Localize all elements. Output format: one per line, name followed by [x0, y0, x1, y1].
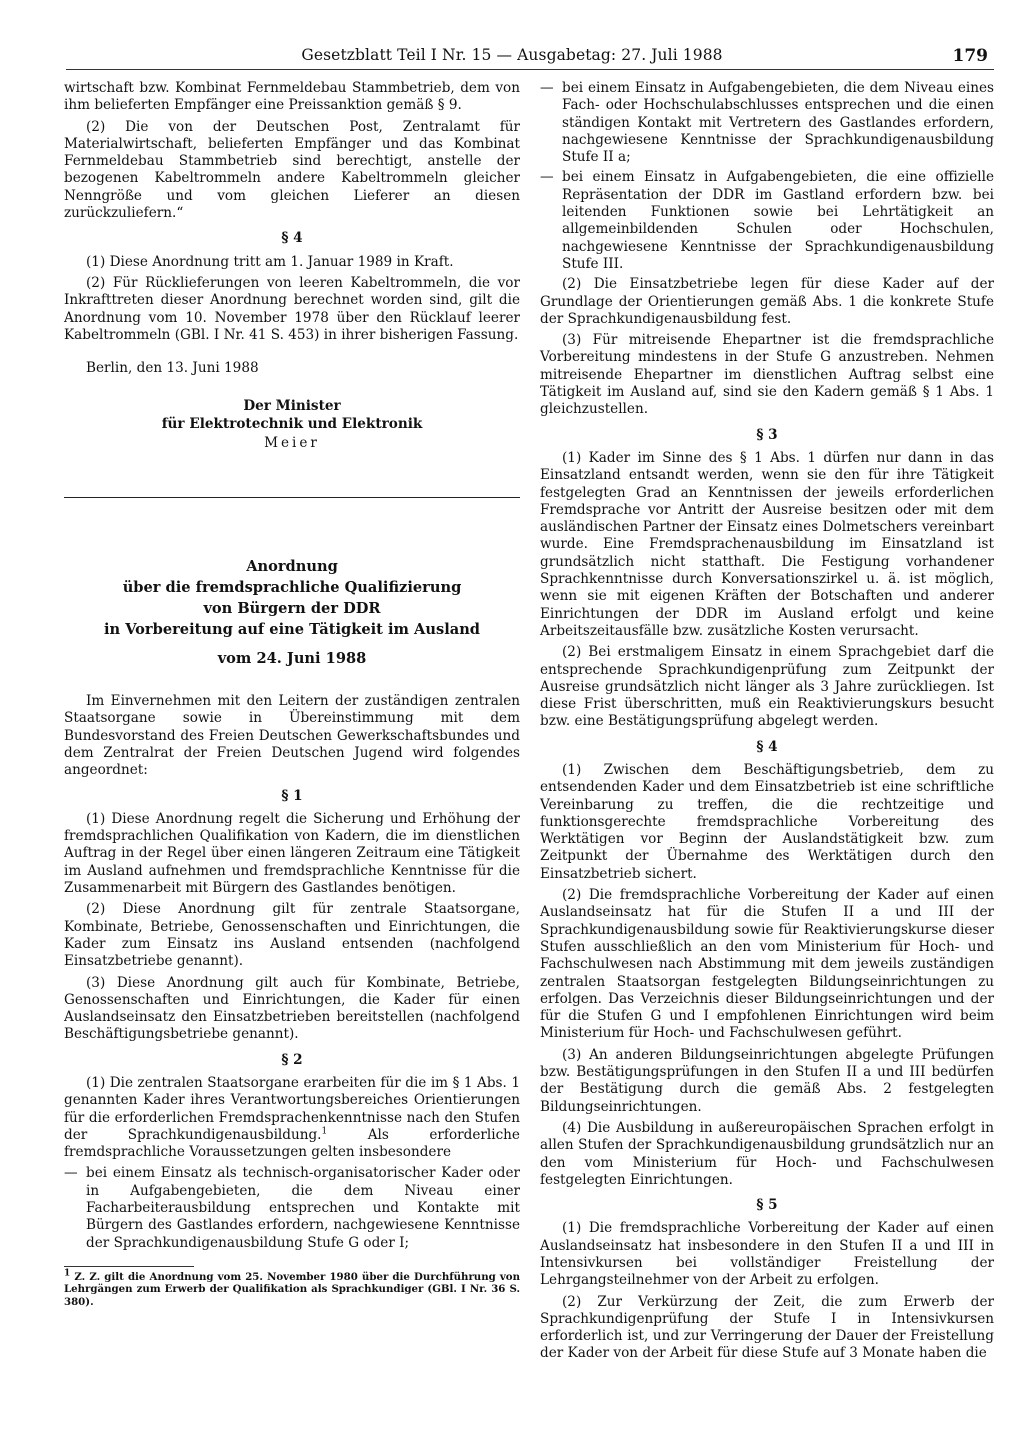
paragraph: (2) Zur Verkürzung der Zeit, die zum Erwerb der Sprachkundigenprüfung der Stufe I in Intensivkursen erforderlich ist, und zur Verringerung der Dauer der Freistellung der Kader von der Arbeit für diese Stufe auf 3 Monate haben die: [540, 1293, 994, 1362]
paragraph: (2) Bei erstmaligem Einsatz in einem Sprachgebiet darf die entsprechende Sprachkundigenprüfung zum Zeitpunkt der Ausreise grundsätzlich nicht länger als 3 Jahre zurückliegen. Ist diese Frist überschritten, muß ein Reaktivierungskurs besucht bzw. eine Bestätigungsprüfung abgelegt werden.: [540, 644, 994, 730]
continued-paragraph: wirtschaft bzw. Kombinat Fernmeldebau Stammbetrieb, dem von ihm belieferten Empfänger eine Preissanktion gemäß § 9.: [64, 80, 520, 114]
paragraph-text: (1) Die zentralen Staatsorgane erarbeiten für die im § 1 Abs. 1 genannten Kader ihres Verantwortungsbereiches Orientierungen für die erforderlichen Fremdsprachenkenntnisse nach den Stufen der Sprachkundigenausbildung.: [64, 1074, 520, 1143]
document-date: vom 24. Juni 1988: [217, 649, 367, 667]
title-line: in Vorbereitung auf eine Tätigkeit im Ausland: [103, 620, 481, 638]
page-number: 179: [952, 46, 988, 66]
dash-marker: —: [540, 80, 554, 96]
right-column: [540, 80, 994, 1367]
dash-text: bei einem Einsatz in Aufgabengebieten, die eine offizielle Repräsentation der DDR im Gastland erfordern bzw. bei leitenden Funktionen sowie bei Lehrtätigkeit an allgemeinbildenden Schulen oder Hochschulen, nachgewiesene Kenntnisse der Sprachkundigenausbildung Stufe III.: [562, 169, 994, 272]
paragraph-text: Als erforderliche fremdsprachliche Voraussetzungen gelten insbesondere: [64, 1126, 520, 1161]
dash-text: bei einem Einsatz in Aufgabengebieten, die dem Niveau eines Fach- oder Hochschulabschlusses entsprechen und die einen ständigen Kontakt mit Vertretern des Gastlandes erfordern, nachgewiesene Kenntnisse der Sprachkundigenausbildung Stufe II a;: [562, 80, 994, 166]
divider: [64, 497, 520, 498]
footnote-mark: 1: [64, 1268, 71, 1279]
paragraph: (1) Die fremdsprachliche Vorbereitung der Kader auf einen Auslandseinsatz hat insbesondere in den Stufen II a und III in Intensivkursen bei vollständiger Freistellung der Lehrgangsteilnehmer von der Arbeit zu erfolgen.: [540, 1220, 994, 1289]
signatory-name: Meier: [264, 435, 320, 452]
dash-marker: —: [64, 1165, 78, 1182]
preamble: Im Einvernehmen mit den Leitern der zuständigen zentralen Staatsorgane sowie in Übereinstimmung mit dem Bundesvorstand des Freien Deutschen Gewerkschaftsbundes und dem Zentralrat der Freien Deutschen Jugend wird folgendes angeordnet:: [64, 693, 520, 779]
paragraph: (2) Die von der Deutschen Post, Zentralamt für Materialwirtschaft, belieferten Empfänger und das Kombinat Fernmeldebau Stammbetrieb sind berechtigt, anstelle der bezogenen Kabeltrommeln andere Kabeltrommeln gleicher Nenngröße und vom gleichen Lieferer an diesen zurückzuliefern.“: [64, 118, 520, 222]
left-column: [64, 80, 520, 1308]
dash-marker: —: [540, 169, 554, 186]
paragraph: (3) Für mitreisende Ehepartner ist die fremdsprachliche Vorbereitung mindestens in der Stufe G anzustreben. Nehmen mitreisende Ehepartner im dienstlichen Auftrag selbst eine Tätigkeit im Ausland auf, sind sie den Kadern gemäß § 1 Abs. 1 gleichzustellen.: [540, 332, 994, 418]
section-heading: § 4: [281, 230, 303, 247]
footnote-text: Z. Z. gilt die Anordnung vom 25. November 1980 über die Durchführung von Lehrgängen zum Erwerb der Qualifikation als Sprachkundiger (GBl. I Nr. 36 S. 380).: [64, 1270, 520, 1308]
dash-item: [540, 80, 994, 166]
paragraph: (3) An anderen Bildungseinrichtungen abgelegte Prüfungen bzw. Bestätigungsprüfungen in den Stufen II a und III bedürfen der Bestätigung durch die gemäß Abs. 2 festgelegten Bildungseinrichtungen.: [540, 1046, 994, 1115]
page-header: [0, 46, 1024, 68]
title-line: über die fremdsprachliche Qualifizierung: [122, 578, 462, 596]
paragraph: (2) Diese Anordnung gilt für zentrale Staatsorgane, Kombinate, Betriebe, Genossenschaften und Einrichtungen, die Kader zum Einsatz ins Ausland entsenden (nachfolgend Einsatzbetriebe genannt).: [64, 901, 520, 970]
section-heading: § 3: [756, 426, 778, 443]
paragraph: (4) Die Ausbildung in außereuropäischen Sprachen erfolgt in allen Stufen der Sprachkundigenausbildung grundsätzlich nur an den vom Ministerium für Hoch- und Fachschulwesen festgelegten Einrichtungen.: [540, 1119, 994, 1188]
paragraph: (1) Diese Anordnung tritt am 1. Januar 1989 in Kraft.: [86, 253, 454, 270]
paragraph: (2) Die fremdsprachliche Vorbereitung der Kader auf einen Auslandseinsatz hat für die Stufen II a und III der Sprachkundigenausbildung sowie für Reaktivierungskurse dieser Stufen ausschließlich an den vom Ministerium für Hoch- und Fachschulwesen nach Abstimmung mit dem jeweils zuständigen zentralen Staatsorgan festgelegten Bildungseinrichtungen zu erfolgen. Das Verzeichnis dieser Bildungseinrichtungen und der für die Stufen G und I empfohlenen Einrichtungen wird beim Ministerium für Hoch- und Fachschulwesen geführt.: [540, 887, 994, 1042]
title-line: Anordnung: [246, 557, 338, 575]
dash-item: [540, 169, 994, 273]
title-line: von Bürgern der DDR: [203, 599, 381, 617]
section-heading: § 4: [756, 738, 778, 755]
signatory-title: [64, 397, 520, 433]
paragraph: (1) Kader im Sinne des § 1 Abs. 1 dürfen nur dann in das Einsatzland entsandt werden, wenn sie den für ihre Tätigkeit festgelegten Grad an Kenntnissen der jeweils erforderlichen Fremdsprache vor Antritt der Ausreise besitzen oder mit dem ausländischen Partner der Einsatz eines Dolmetschers vereinbart wurde. Eine Fremdsprachenausbildung im Einsatzland ist grundsätzlich nicht statthaft. Die Festigung vorhandener Sprachkenntnisse durch Konversationszirkel u. ä. ist möglich, wenn sie mit eigenen Kräften der Botschaften und anderer Einrichtungen der DDR im Ausland erfolgt und keine Arbeitszeitausfälle bzw. zusätzliche Kosten verursacht.: [540, 449, 994, 639]
paragraph: (3) Diese Anordnung gilt auch für Kombinate, Betriebe, Genossenschaften und Einrichtungen, die Kader für einen Auslandseinsatz den Einsatzbetrieben bereitstellen (nachfolgend Beschäftigungsbetriebe genannt).: [64, 974, 520, 1043]
section-heading: § 1: [281, 787, 303, 804]
date-line: Berlin, den 13. Juni 1988: [86, 360, 259, 377]
section-heading: § 2: [281, 1051, 303, 1068]
signatory-line: für Elektrotechnik und Elektronik: [161, 416, 423, 433]
paragraph: (1) Zwischen dem Beschäftigungsbetrieb, dem zu entsendenden Kader und dem Einsatzbetrieb ist eine schriftliche Vereinbarung zu treffen, die die rechtzeitige und funktionsgerechte fremdsprachliche Vorbereitung des Werktätigen vor Beginn der Auslandstätigkeit bzw. zum Zeitpunkt der Übernahme des Werktätigen durch den Einsatzbetrieb sichert.: [540, 761, 994, 882]
signatory-line: Der Minister: [243, 398, 341, 415]
dash-text: bei einem Einsatz als technisch-organisatorischer Kader oder in Aufgabengebieten, die dem Niveau einer Facharbeiterausbildung entsprechen und Kontakte mit Bürgern des Gastlandes erfordern, nachgewiesene Kenntnisse der Sprachkundigenausbildung Stufe G oder I;: [86, 1165, 520, 1251]
footnote-rule: [64, 1266, 194, 1267]
header-title: Gesetzblatt Teil I Nr. 15 — Ausgabetag: 27. Juli 1988: [301, 46, 723, 64]
paragraph: [64, 1075, 520, 1161]
footnote: [64, 1268, 520, 1309]
dash-item: [64, 1165, 520, 1251]
paragraph: (1) Diese Anordnung regelt die Sicherung und Erhöhung der fremdsprachlichen Qualifikation von Kadern, die im dienstlichen Auftrag in der Regel über einen längeren Zeitraum eine Tätigkeit im Ausland aufnehmen und fremdsprachliche Kenntnisse für die Zusammenarbeit mit Bürgern des Gastlandes benötigen.: [64, 810, 520, 897]
paragraph: (2) Für Rücklieferungen von leeren Kabeltrommeln, die vor Inkrafttreten dieser Anordnung berechnet worden sind, gilt die Anordnung vom 10. November 1978 über den Rücklauf leerer Kabeltrommeln (GBl. I Nr. 41 S. 453) in ihrer bisherigen Fassung.: [64, 274, 520, 343]
document-title: [64, 556, 520, 640]
header-rule: [66, 69, 994, 70]
section-heading: § 5: [756, 1197, 778, 1214]
footnote-ref: 1: [321, 1126, 328, 1137]
paragraph: (2) Die Einsatzbetriebe legen für diese Kader auf der Grundlage der Orientierungen gemäß Abs. 1 die konkrete Stufe der Sprachkundigenausbildung fest.: [540, 276, 994, 327]
